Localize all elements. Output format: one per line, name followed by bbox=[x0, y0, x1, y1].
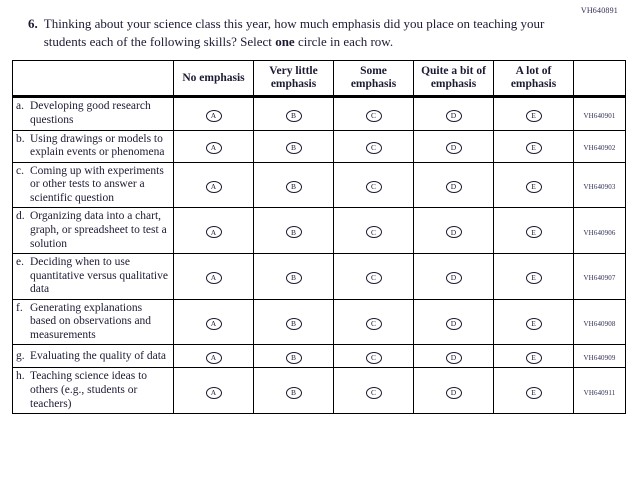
row-code: VH640911 bbox=[583, 388, 616, 397]
option-circle-c[interactable]: C bbox=[366, 387, 382, 399]
table-row-g bbox=[13, 345, 626, 368]
option-circle-c[interactable]: C bbox=[366, 110, 382, 122]
row-label-text: Teaching science ideas to others (e.g., students or teachers) bbox=[30, 370, 148, 410]
row-letter: g. bbox=[16, 349, 25, 362]
header-empty-code bbox=[574, 61, 626, 97]
option-circle-e[interactable]: E bbox=[526, 181, 542, 193]
row-code: VH640903 bbox=[583, 183, 616, 192]
row-label-text: Generating explanations based on observations and measurements bbox=[30, 301, 152, 341]
column-header-some-emphasis: Some emphasis bbox=[334, 61, 414, 97]
option-circle-a[interactable]: A bbox=[206, 110, 222, 122]
row-code: VH640908 bbox=[583, 320, 616, 329]
option-circle-b[interactable]: B bbox=[286, 272, 302, 284]
option-circle-a[interactable]: A bbox=[206, 318, 222, 330]
row-letter: e. bbox=[16, 256, 24, 269]
row-letter: a. bbox=[16, 100, 24, 113]
question-block bbox=[28, 15, 573, 50]
option-circle-b[interactable]: B bbox=[286, 352, 302, 364]
option-circle-b[interactable]: B bbox=[286, 181, 302, 193]
option-circle-a[interactable]: A bbox=[206, 181, 222, 193]
option-circle-c[interactable]: C bbox=[366, 181, 382, 193]
option-circle-d[interactable]: D bbox=[446, 272, 462, 284]
option-circle-c[interactable]: C bbox=[366, 318, 382, 330]
column-header-a-lot-emphasis: A lot of emphasis bbox=[494, 61, 574, 97]
option-circle-b[interactable]: B bbox=[286, 142, 302, 154]
option-circle-d[interactable]: D bbox=[446, 142, 462, 154]
question-bold-word: one bbox=[275, 33, 295, 49]
row-label-g bbox=[16, 350, 170, 364]
question-text bbox=[44, 15, 573, 50]
option-circle-a[interactable]: A bbox=[206, 226, 222, 238]
page-form-code: VH640891 bbox=[580, 6, 618, 15]
header-empty-label bbox=[13, 61, 174, 97]
table-row-h bbox=[13, 368, 626, 414]
row-label-text: Using drawings or models to explain events or phenomena bbox=[30, 132, 165, 159]
row-code: VH640909 bbox=[583, 354, 616, 363]
column-header-very-little-emphasis: Very little emphasis bbox=[254, 61, 334, 97]
option-circle-d[interactable]: D bbox=[446, 352, 462, 364]
option-circle-a[interactable]: A bbox=[206, 352, 222, 364]
option-circle-b[interactable]: B bbox=[286, 387, 302, 399]
question-number: 6. bbox=[28, 16, 38, 31]
option-circle-d[interactable]: D bbox=[446, 110, 462, 122]
row-label-h bbox=[16, 370, 170, 411]
column-header-quite-a-bit-emphasis: Quite a bit of emphasis bbox=[414, 61, 494, 97]
row-label-text: Deciding when to use quantitative versus qualitative data bbox=[30, 256, 168, 296]
question-text-main: Thinking about your science class this year, how much emphasis did you place on teaching your students each of the following skills? Select bbox=[43, 16, 545, 49]
option-circle-e[interactable]: E bbox=[526, 110, 542, 122]
option-circle-d[interactable]: D bbox=[446, 318, 462, 330]
header-row bbox=[13, 61, 626, 97]
table-row-b bbox=[13, 130, 626, 162]
option-circle-e[interactable]: E bbox=[526, 142, 542, 154]
option-circle-e[interactable]: E bbox=[526, 272, 542, 284]
row-letter: f. bbox=[16, 301, 23, 314]
row-label-f bbox=[16, 302, 170, 343]
row-code: VH640906 bbox=[583, 228, 616, 237]
option-circle-e[interactable]: E bbox=[526, 387, 542, 399]
table-row-f bbox=[13, 299, 626, 345]
option-circle-e[interactable]: E bbox=[526, 352, 542, 364]
row-label-a bbox=[16, 100, 170, 127]
row-label-c bbox=[16, 165, 170, 206]
option-circle-a[interactable]: A bbox=[206, 272, 222, 284]
row-label-text: Coming up with experiments or other tests to answer a scientific question bbox=[30, 164, 164, 204]
row-letter: h. bbox=[16, 370, 25, 383]
option-circle-d[interactable]: D bbox=[446, 387, 462, 399]
row-letter: b. bbox=[16, 132, 25, 145]
row-label-text: Organizing data into a chart, graph, or spreadsheet to test a solution bbox=[30, 210, 167, 250]
table-row-d bbox=[13, 208, 626, 254]
option-circle-c[interactable]: C bbox=[366, 226, 382, 238]
column-header-no-emphasis: No emphasis bbox=[174, 61, 254, 97]
table-row-e bbox=[13, 254, 626, 300]
row-label-e bbox=[16, 256, 170, 297]
row-label-b bbox=[16, 133, 170, 160]
option-circle-d[interactable]: D bbox=[446, 226, 462, 238]
option-circle-a[interactable]: A bbox=[206, 142, 222, 154]
option-circle-c[interactable]: C bbox=[366, 142, 382, 154]
option-circle-e[interactable]: E bbox=[526, 226, 542, 238]
option-circle-a[interactable]: A bbox=[206, 387, 222, 399]
option-circle-e[interactable]: E bbox=[526, 318, 542, 330]
emphasis-grid bbox=[12, 60, 626, 414]
table-row-a bbox=[13, 97, 626, 130]
table-row-c bbox=[13, 162, 626, 208]
option-circle-b[interactable]: B bbox=[286, 110, 302, 122]
row-letter: d. bbox=[16, 210, 25, 223]
option-circle-b[interactable]: B bbox=[286, 318, 302, 330]
row-letter: c. bbox=[16, 164, 24, 177]
row-label-text: Evaluating the quality of data bbox=[30, 349, 167, 362]
row-code: VH640902 bbox=[583, 144, 616, 153]
row-code: VH640907 bbox=[583, 274, 616, 283]
row-label-text: Developing good research questions bbox=[30, 100, 151, 126]
question-text-tail: circle in each row. bbox=[294, 33, 394, 49]
row-label-d bbox=[16, 210, 170, 251]
option-circle-c[interactable]: C bbox=[366, 352, 382, 364]
option-circle-d[interactable]: D bbox=[446, 181, 462, 193]
row-code: VH640901 bbox=[583, 112, 616, 120]
option-circle-c[interactable]: C bbox=[366, 272, 382, 284]
option-circle-b[interactable]: B bbox=[286, 226, 302, 238]
